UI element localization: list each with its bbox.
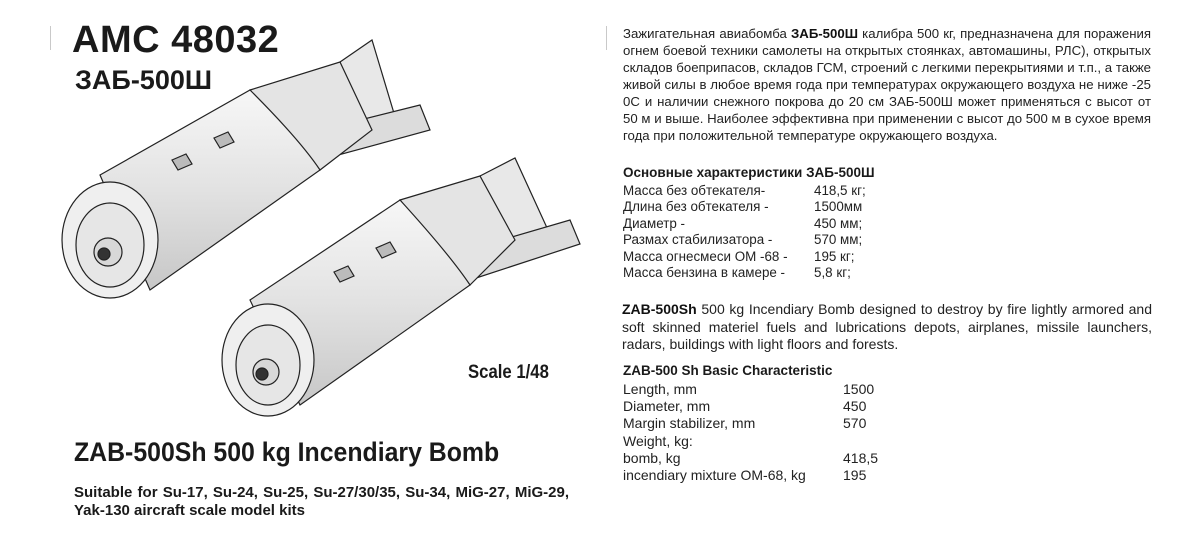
- en-spec-value: 450: [843, 398, 867, 415]
- en-spec-row: [623, 381, 878, 398]
- ru-spec-row: [623, 216, 866, 232]
- ru-spec-value: 570 мм;: [814, 232, 863, 248]
- ru-spec-label: Масса без обтекателя-: [623, 183, 766, 198]
- ru-spec-row: [623, 199, 866, 215]
- ru-spec-label: Размах стабилизатора -: [623, 232, 773, 248]
- ru-description: [623, 25, 1151, 144]
- en-spec-value: 195: [843, 467, 867, 484]
- ru-spec-row: [623, 249, 866, 265]
- scale-label: Scale 1/48: [468, 362, 549, 383]
- en-spec-value: 418,5: [843, 449, 879, 466]
- suitable-text: Suitable for Su-17, Su-24, Su-25, Su-27/30/35, Su-34, MiG-27, MiG-29, Yak-130 aircraft scale model kits: [74, 484, 569, 519]
- product-code: АМС 48032: [72, 19, 280, 61]
- en-spec-row: [623, 467, 878, 484]
- en-spec-label: Margin stabilizer, mm: [623, 415, 756, 432]
- en-description: [622, 301, 1152, 354]
- ru-spec-heading: Основные характеристики ЗАБ-500Ш: [623, 165, 875, 180]
- ru-intro-bold: ЗАБ-500Ш: [791, 26, 858, 41]
- ru-spec-row: [623, 265, 866, 281]
- ru-spec-table: [623, 183, 866, 281]
- divider-center: [606, 26, 607, 50]
- ru-spec-label: Диаметр -: [623, 215, 685, 231]
- ru-spec-label: Масса бензина в камере -: [623, 265, 786, 281]
- product-title: ZAB-500Sh 500 kg Incendiary Bomb: [74, 437, 500, 467]
- ru-spec-label: Длина без обтекателя -: [623, 199, 769, 215]
- ru-spec-row: [623, 232, 866, 248]
- en-spec-label: bomb, kg: [623, 449, 681, 466]
- en-spec-label: incendiary mixture OM-68, kg: [623, 467, 806, 484]
- en-intro-text: 500 kg Incendiary Bomb designed to destroy by fire lightly armored and soft skinned materiel fuels and lubrications depots, airplanes, missile launchers, radars, buildings with light floors and forests.: [622, 301, 1153, 352]
- ru-spec-value: 1500мм: [814, 199, 863, 215]
- ru-spec-label: Масса огнесмеси ОМ -68 -: [623, 248, 788, 264]
- ru-intro-prefix: Зажигательная авиабомба: [623, 26, 787, 41]
- en-intro-bold: ZAB-500Sh: [622, 301, 697, 317]
- en-spec-row: [623, 415, 878, 432]
- en-spec-label: Weight, kg:: [623, 432, 693, 449]
- ru-spec-value: 418,5 кг;: [814, 183, 866, 198]
- en-spec-row: [623, 450, 878, 467]
- en-spec-value: 570: [843, 415, 867, 432]
- ru-spec-value: 5,8 кг;: [814, 265, 851, 281]
- ru-spec-row: [623, 183, 866, 199]
- en-spec-label: Length, mm: [623, 381, 697, 397]
- ru-intro-text: калибра 500 кг, предназначена для поражения огнем боевой техники самолеты на открытых стоянках, автомашины, РЛС), открытых складов боеприпасов, складов ГСМ, строений с легкими перекрытиями и т.п., а также живой силы в любое время года при температурах окружающего воздуха не ниже -25 0С и наличии снежного покрова до 20 см ЗАБ-500Ш может применяться с высот от 50 м и выше. Наиболее эффективна при применении с высот до 500 м в сухое время года при положительной температуре окружающего воздуха.: [623, 26, 1152, 143]
- en-spec-value: 1500: [843, 381, 875, 397]
- en-spec-table: [623, 381, 878, 484]
- en-spec-row: [623, 433, 878, 450]
- en-spec-heading: ZAB-500 Sh Basic Characteristic: [623, 363, 833, 378]
- ru-spec-value: 450 мм;: [814, 215, 863, 231]
- ru-spec-value: 195 кг;: [814, 248, 855, 264]
- en-spec-row: [623, 398, 878, 415]
- product-subtitle: ЗАБ-500Ш: [75, 65, 212, 95]
- en-spec-label: Diameter, mm: [623, 398, 711, 415]
